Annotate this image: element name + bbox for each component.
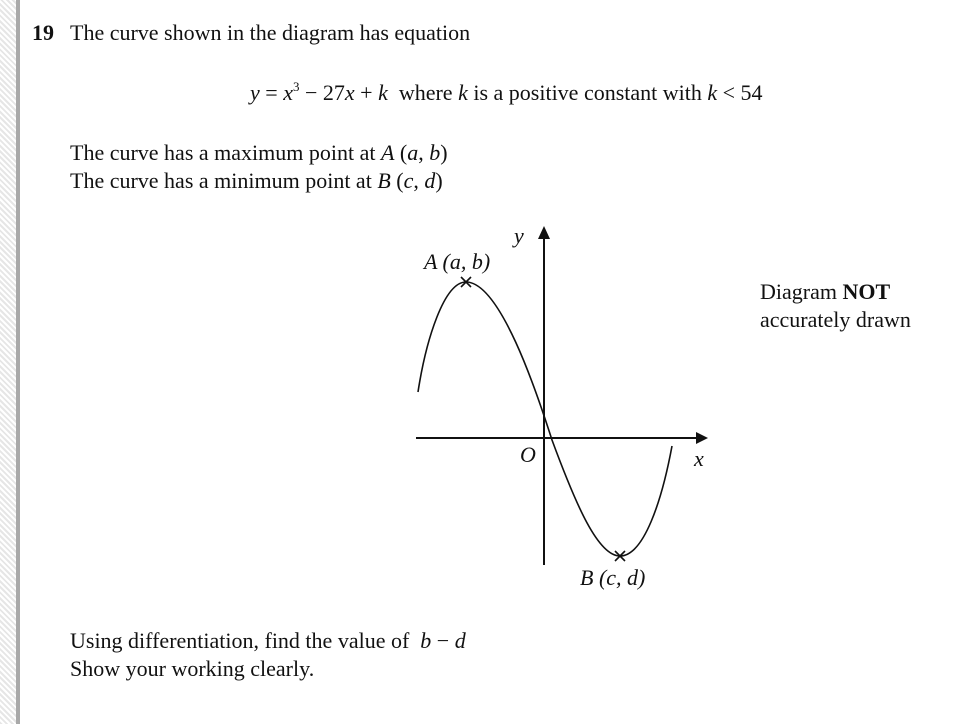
eq-k2: k (458, 80, 468, 105)
x-axis-label: x (694, 446, 704, 471)
eq-k: k (378, 80, 388, 105)
task-b: b (420, 628, 432, 653)
max-comma: , (418, 140, 430, 165)
eq-equals: = (259, 80, 284, 105)
min-close: ) (435, 168, 443, 193)
min-d: d (424, 168, 436, 193)
point-a-label: A (a, b) (424, 249, 491, 274)
min-c: c (403, 168, 414, 193)
point-b-label: B (c, d) (580, 565, 646, 590)
diagram-accuracy-note (760, 278, 911, 334)
max-point: A (380, 140, 395, 165)
max-b: b (429, 140, 441, 165)
eq-x-base: x (283, 80, 293, 105)
task-line (70, 628, 466, 654)
eq-y: y (250, 80, 260, 105)
max-open: ( (394, 140, 408, 165)
eq-less-than: < 54 (717, 80, 763, 105)
eq-minus-27: − 27 (299, 80, 345, 105)
task-minus: − (431, 628, 455, 653)
min-text: The curve has a minimum point at (70, 168, 378, 193)
eq-k3: k (707, 80, 718, 105)
y-axis-arrow-icon (538, 226, 550, 239)
min-point: B (377, 168, 391, 193)
origin-label: O (520, 442, 536, 467)
eq-x: x (344, 80, 355, 105)
x-axis-arrow-icon (696, 432, 708, 444)
min-open: ( (390, 168, 404, 193)
max-a: a (407, 140, 419, 165)
working-line: Show your working clearly. (70, 656, 315, 681)
note-first-line (760, 278, 911, 306)
note-bold: NOT (842, 279, 891, 304)
task-d: d (454, 628, 466, 653)
eq-constant-text: is a positive constant with (467, 80, 708, 105)
eq-plus: + (354, 80, 379, 105)
y-axis-label: y (514, 223, 524, 248)
eq-exponent: 3 (292, 79, 300, 94)
note-prefix: Diagram (760, 279, 843, 304)
task-text: Using differentiation, find the value of (70, 628, 421, 653)
max-close: ) (440, 140, 448, 165)
note-second-line: accurately drawn (760, 307, 911, 332)
question-number: 19 (32, 20, 54, 45)
eq-where: where (387, 80, 459, 105)
max-text: The curve has a maximum point at (70, 140, 381, 165)
min-comma: , (413, 168, 425, 193)
question-intro: The curve shown in the diagram has equation (70, 20, 471, 45)
